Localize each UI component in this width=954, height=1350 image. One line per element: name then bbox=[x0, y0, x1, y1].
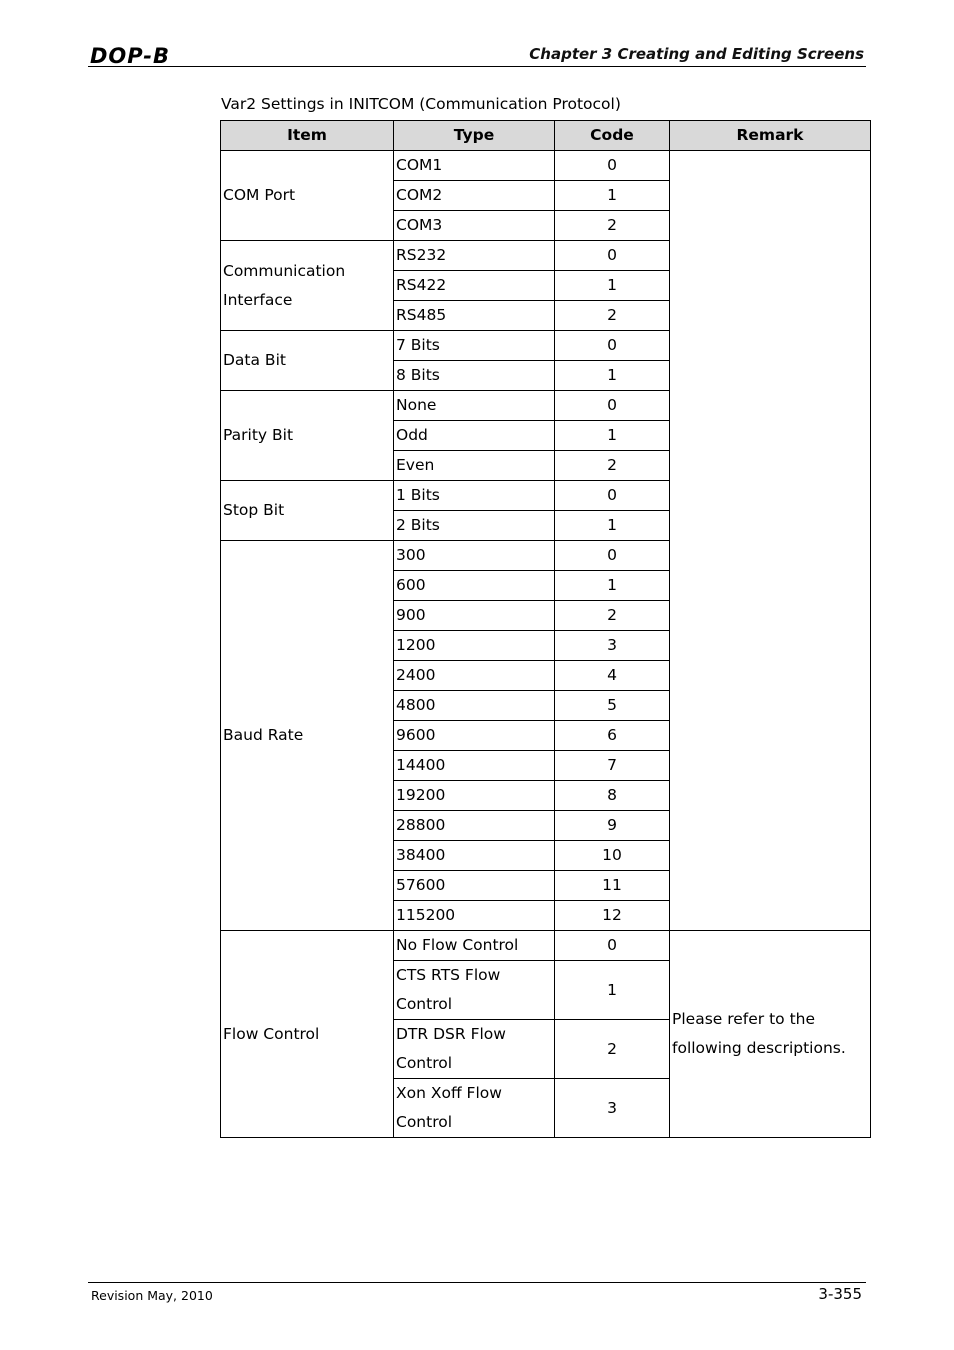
table-row bbox=[221, 151, 871, 181]
code-cell: 4 bbox=[555, 661, 670, 691]
item-cell: Parity Bit bbox=[221, 391, 394, 481]
code-cell: 0 bbox=[555, 331, 670, 361]
type-cell: 1200 bbox=[394, 631, 555, 661]
table-row bbox=[221, 931, 871, 961]
type-cell: RS485 bbox=[394, 301, 555, 331]
code-cell: 2 bbox=[555, 601, 670, 631]
type-cell: 4800 bbox=[394, 691, 555, 721]
type-cell: 300 bbox=[394, 541, 555, 571]
type-cell: 600 bbox=[394, 571, 555, 601]
type-cell: 900 bbox=[394, 601, 555, 631]
code-cell: 1 bbox=[555, 571, 670, 601]
code-cell: 0 bbox=[555, 541, 670, 571]
code-cell: 2 bbox=[555, 301, 670, 331]
code-cell: 1 bbox=[555, 421, 670, 451]
type-cell: 2400 bbox=[394, 661, 555, 691]
column-header-code: Code bbox=[555, 121, 670, 151]
code-cell: 1 bbox=[555, 511, 670, 541]
code-cell: 12 bbox=[555, 901, 670, 931]
item-cell: Baud Rate bbox=[221, 541, 394, 931]
header-divider bbox=[88, 66, 866, 67]
page-number: 3-355 bbox=[818, 1285, 862, 1303]
revision-date: Revision May, 2010 bbox=[91, 1288, 213, 1303]
footer-divider bbox=[88, 1282, 866, 1283]
type-cell: 8 Bits bbox=[394, 361, 555, 391]
code-cell: 0 bbox=[555, 481, 670, 511]
code-cell: 0 bbox=[555, 241, 670, 271]
var2-settings-table bbox=[220, 120, 871, 1138]
code-cell: 1 bbox=[555, 181, 670, 211]
column-header-type: Type bbox=[394, 121, 555, 151]
code-cell: 1 bbox=[555, 961, 670, 1020]
type-cell: 9600 bbox=[394, 721, 555, 751]
type-cell: 57600 bbox=[394, 871, 555, 901]
type-cell: COM3 bbox=[394, 211, 555, 241]
code-cell: 8 bbox=[555, 781, 670, 811]
code-cell: 3 bbox=[555, 1079, 670, 1138]
code-cell: 11 bbox=[555, 871, 670, 901]
type-cell: 2 Bits bbox=[394, 511, 555, 541]
code-cell: 7 bbox=[555, 751, 670, 781]
type-cell: RS422 bbox=[394, 271, 555, 301]
item-cell: COM Port bbox=[221, 151, 394, 241]
code-cell: 2 bbox=[555, 1020, 670, 1079]
code-cell: 9 bbox=[555, 811, 670, 841]
code-cell: 1 bbox=[555, 271, 670, 301]
table-header-row bbox=[221, 121, 871, 151]
type-cell: DTR DSR Flow Control bbox=[394, 1020, 555, 1079]
type-cell: None bbox=[394, 391, 555, 421]
code-cell: 0 bbox=[555, 931, 670, 961]
code-cell: 2 bbox=[555, 451, 670, 481]
table-caption: Var2 Settings in INITCOM (Communication Protocol) bbox=[221, 95, 621, 113]
column-header-item: Item bbox=[221, 121, 394, 151]
code-cell: 1 bbox=[555, 361, 670, 391]
item-cell: Communication Interface bbox=[221, 241, 394, 331]
code-cell: 0 bbox=[555, 391, 670, 421]
code-cell: 2 bbox=[555, 211, 670, 241]
type-cell: RS232 bbox=[394, 241, 555, 271]
column-header-remark: Remark bbox=[670, 121, 871, 151]
code-cell: 3 bbox=[555, 631, 670, 661]
item-cell: Data Bit bbox=[221, 331, 394, 391]
code-cell: 6 bbox=[555, 721, 670, 751]
item-cell: Flow Control bbox=[221, 931, 394, 1138]
code-cell: 0 bbox=[555, 151, 670, 181]
type-cell: COM2 bbox=[394, 181, 555, 211]
item-cell: Stop Bit bbox=[221, 481, 394, 541]
dop-b-logo: DOP-B bbox=[90, 44, 171, 68]
type-cell: Odd bbox=[394, 421, 555, 451]
type-cell: 7 Bits bbox=[394, 331, 555, 361]
remark-cell bbox=[670, 151, 871, 931]
code-cell: 10 bbox=[555, 841, 670, 871]
type-cell: 19200 bbox=[394, 781, 555, 811]
type-cell: 115200 bbox=[394, 901, 555, 931]
type-cell: Xon Xoff Flow Control bbox=[394, 1079, 555, 1138]
type-cell: CTS RTS Flow Control bbox=[394, 961, 555, 1020]
type-cell: Even bbox=[394, 451, 555, 481]
type-cell: 38400 bbox=[394, 841, 555, 871]
type-cell: COM1 bbox=[394, 151, 555, 181]
type-cell: 14400 bbox=[394, 751, 555, 781]
remark-cell: Please refer to the following descriptions. bbox=[670, 931, 871, 1138]
type-cell: 28800 bbox=[394, 811, 555, 841]
code-cell: 5 bbox=[555, 691, 670, 721]
chapter-title: Chapter 3 Creating and Editing Screens bbox=[529, 45, 864, 63]
type-cell: 1 Bits bbox=[394, 481, 555, 511]
type-cell: No Flow Control bbox=[394, 931, 555, 961]
